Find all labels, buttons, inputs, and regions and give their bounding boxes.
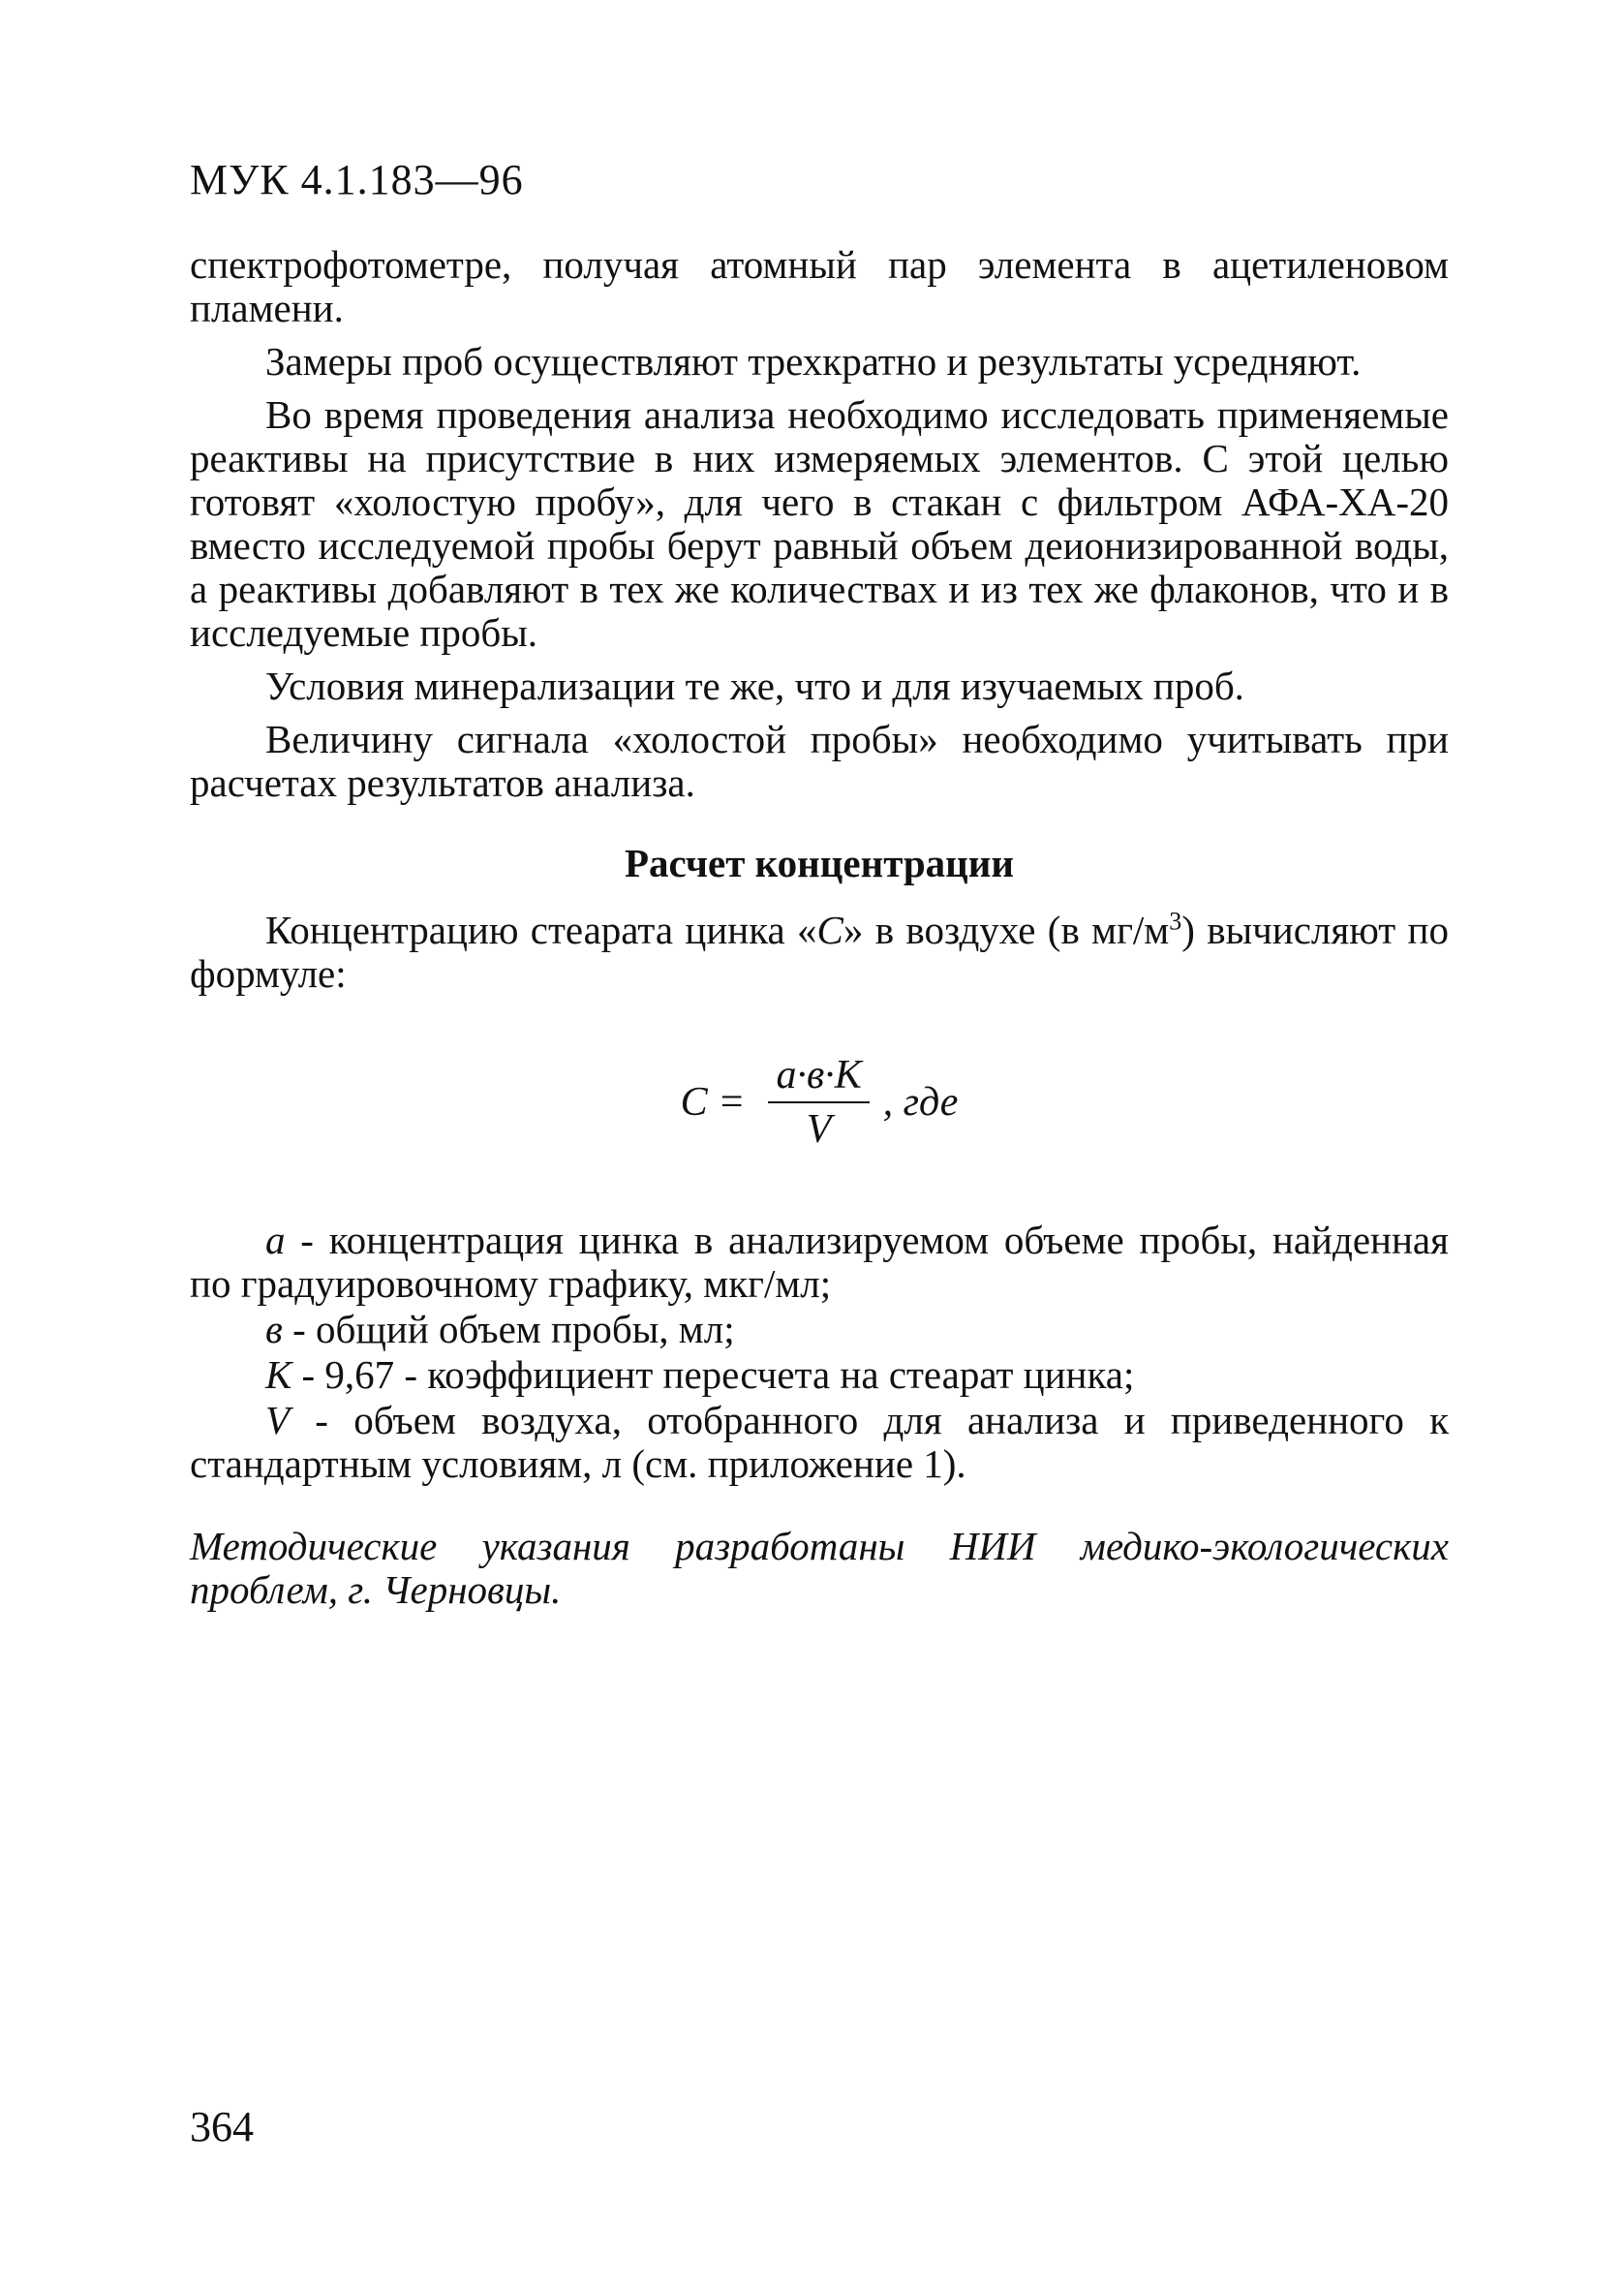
- variable-definitions: [190, 1219, 1449, 1486]
- formula-tail: , где: [882, 1079, 959, 1125]
- definition-text: - общий объем пробы, мл;: [282, 1306, 735, 1351]
- paragraph-blank-sample: Во время проведения анализа необходимо исследовать применяемые реактивы на присутствие в них измеряемых элементов. С этой целью готовят «холостую пробу», для чего в стакан с фильтром АФА-ХА-20 вместо исследуемой пробы берут равный объем деионизированной воды, а реактивы добавляют в тех же количествах и из тех же флаконов, что и в исследуемые пробы.: [190, 391, 1449, 655]
- definition-symbol: а: [265, 1217, 286, 1262]
- formula-numerator: а·в·К: [768, 1055, 869, 1103]
- formula-denominator: V: [806, 1106, 832, 1152]
- paragraph-spectrophotometer: спектрофотометре, получая атомный пар элемента в ацетиленовом пламени.: [190, 241, 1449, 330]
- formula-intro-after: ) вычисляют по формуле:: [190, 907, 1449, 996]
- concentration-formula: [190, 1044, 1449, 1160]
- section-title: Расчет концентрации: [624, 840, 1015, 885]
- page-number: 364: [190, 2103, 254, 2150]
- document-code-header: МУК 4.1.183—96: [190, 156, 524, 203]
- methodology-authors-note: Методические указания разработаны НИИ медико-экологических проблем, г. Черновцы.: [190, 1523, 1449, 1612]
- formula-intro-before: Концентрацию стеарата цинка «: [265, 907, 817, 952]
- definition-k: [190, 1353, 1449, 1397]
- formula-intro-var: С: [816, 907, 843, 952]
- formula-intro-middle: » в воздухе (в мг/м: [843, 907, 1170, 952]
- definition-v-upper: [190, 1399, 1449, 1486]
- document-page: [190, 155, 1449, 1652]
- paragraph-mineralization: Условия минерализации те же, что и для изучаемых проб.: [265, 663, 1244, 708]
- formula-lhs: С =: [680, 1079, 746, 1125]
- paragraph-measurements: Замеры проб осуществляют трехкратно и результаты усредняют.: [265, 338, 1362, 384]
- paragraph-blank-signal: Величину сигнала «холостой пробы» необходимо учитывать при расчетах результатов анализа.: [190, 716, 1449, 805]
- definition-text: - 9,67 - коэффициент пересчета на стеарат цинка;: [291, 1351, 1135, 1397]
- formula-fraction: [768, 1052, 869, 1152]
- definition-symbol: в: [265, 1306, 283, 1351]
- definition-symbol: К: [265, 1351, 292, 1397]
- formula-intro-sup: 3: [1169, 907, 1182, 936]
- definition-a: [190, 1219, 1449, 1306]
- definition-text: - объем воздуха, отобранного для анализа и приведенного к стандартным условиям, л (см. приложение 1).: [190, 1397, 1449, 1486]
- definition-v-lower: [190, 1308, 1449, 1351]
- definition-symbol: V: [265, 1397, 291, 1442]
- definition-text: - концентрация цинка в анализируемом объеме пробы, найденная по градуировочному графику, мкг/мл;: [190, 1217, 1449, 1306]
- paragraph-formula-intro: [190, 909, 1449, 996]
